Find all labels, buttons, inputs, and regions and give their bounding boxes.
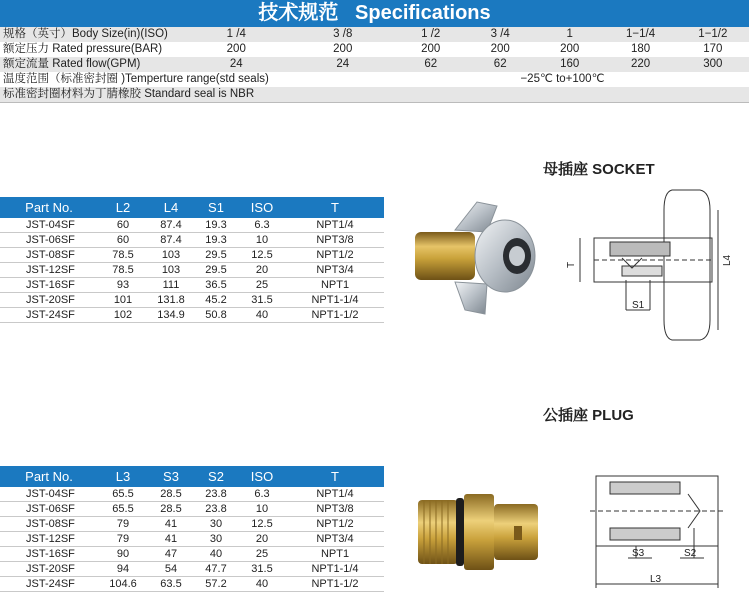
table-cell: 60: [98, 218, 148, 233]
spec-value: 160: [535, 57, 605, 72]
column-header: Part No.: [0, 197, 98, 218]
column-header: L4: [148, 197, 194, 218]
table-cell: 47.7: [194, 562, 238, 577]
table-cell: JST-24SF: [0, 577, 98, 592]
column-header: ISO: [238, 197, 286, 218]
table-row: [0, 517, 384, 532]
table-cell: 103: [148, 263, 194, 278]
table-cell: 87.4: [148, 233, 194, 248]
table-cell: 19.3: [194, 218, 238, 233]
table-cell: 31.5: [238, 562, 286, 577]
table-row: [0, 502, 384, 517]
table-cell: 111: [148, 278, 194, 293]
spec-value: 200: [183, 42, 290, 57]
plug-section-hatch: [610, 482, 680, 494]
table-cell: 79: [98, 517, 148, 532]
table-cell: 134.9: [148, 308, 194, 323]
table-cell: 31.5: [238, 293, 286, 308]
table-row: [0, 577, 384, 592]
table-cell: 20: [238, 532, 286, 547]
table-cell: NPT1/2: [286, 248, 384, 263]
table-cell: 103: [148, 248, 194, 263]
table-cell: JST-08SF: [0, 248, 98, 263]
table-cell: NPT1-1/2: [286, 308, 384, 323]
plug-hex-body: [464, 494, 494, 570]
table-cell: JST-20SF: [0, 562, 98, 577]
table-cell: 30: [194, 532, 238, 547]
table-cell: 45.2: [194, 293, 238, 308]
spec-value: 200: [465, 42, 534, 57]
table-cell: NPT1/4: [286, 487, 384, 502]
table-row: [0, 278, 384, 293]
table-cell: 12.5: [238, 248, 286, 263]
table-cell: 6.3: [238, 218, 286, 233]
spec-value: 200: [396, 42, 465, 57]
spec-label: 标准密封圈材料为丁腈橡胶 Standard seal is NBR: [0, 87, 749, 103]
socket-title: 母插座 SOCKET: [543, 161, 655, 178]
table-cell: 90: [98, 547, 148, 562]
table-cell: 41: [148, 532, 194, 547]
column-header: Part No.: [0, 466, 98, 487]
column-header: T: [286, 466, 384, 487]
table-cell: 6.3: [238, 487, 286, 502]
table-cell: 54: [148, 562, 194, 577]
table-cell: 29.5: [194, 248, 238, 263]
table-row: [0, 248, 384, 263]
specifications-banner: [0, 0, 749, 27]
table-row: [0, 263, 384, 278]
spec-value: 170: [677, 42, 749, 57]
spec-value: 180: [604, 42, 676, 57]
table-cell: 25: [238, 278, 286, 293]
spec-value: −25℃ to+100℃: [396, 72, 604, 87]
plug-table: [0, 466, 384, 592]
table-cell: 23.8: [194, 502, 238, 517]
spec-row-rated-pressure: [0, 42, 749, 57]
label-s1: S1: [632, 300, 645, 311]
spec-row-seal-note: [0, 87, 749, 103]
spec-value: 1−1/4: [604, 27, 676, 42]
table-cell: 47: [148, 547, 194, 562]
spec-value: 24: [290, 57, 397, 72]
spec-title-cn: 技术规范: [258, 2, 339, 24]
socket-table-header: [0, 197, 384, 218]
table-cell: 30: [194, 517, 238, 532]
table-cell: NPT3/8: [286, 233, 384, 248]
socket-brass-body: [415, 232, 475, 280]
socket-wing-outline: [664, 190, 710, 340]
spec-value: 62: [465, 57, 534, 72]
spec-value: 24: [183, 57, 290, 72]
table-cell: 41: [148, 517, 194, 532]
socket-section-hatch: [622, 266, 662, 276]
table-cell: 19.3: [194, 233, 238, 248]
plug-title: 公插座 PLUG: [543, 407, 634, 424]
table-cell: 102: [98, 308, 148, 323]
table-row: [0, 308, 384, 323]
table-cell: NPT1-1/4: [286, 562, 384, 577]
table-cell: 36.5: [194, 278, 238, 293]
spec-value: 1 /4: [183, 27, 290, 42]
table-row: [0, 218, 384, 233]
table-cell: 60: [98, 233, 148, 248]
table-cell: JST-04SF: [0, 487, 98, 502]
spec-value: 1: [535, 27, 605, 42]
table-cell: 131.8: [148, 293, 194, 308]
table-cell: 10: [238, 502, 286, 517]
table-row: [0, 532, 384, 547]
table-cell: 78.5: [98, 248, 148, 263]
table-cell: 10: [238, 233, 286, 248]
spec-row-body-size: [0, 27, 749, 42]
spec-value: 62: [396, 57, 465, 72]
table-row: [0, 547, 384, 562]
spec-row-rated-flow: [0, 57, 749, 72]
table-cell: 104.6: [98, 577, 148, 592]
table-cell: JST-24SF: [0, 308, 98, 323]
socket-section-hatch: [610, 242, 670, 256]
table-row: [0, 487, 384, 502]
table-cell: NPT3/8: [286, 502, 384, 517]
table-cell: 93: [98, 278, 148, 293]
table-cell: NPT1/4: [286, 218, 384, 233]
table-cell: JST-06SF: [0, 502, 98, 517]
table-cell: JST-12SF: [0, 263, 98, 278]
table-cell: 79: [98, 532, 148, 547]
column-header: S1: [194, 197, 238, 218]
spec-value: 200: [535, 42, 605, 57]
specifications-table: [0, 27, 749, 103]
table-cell: JST-08SF: [0, 517, 98, 532]
column-header: L3: [98, 466, 148, 487]
table-cell: NPT1-1/4: [286, 293, 384, 308]
plug-section-hatch: [610, 528, 680, 540]
spec-value: 300: [677, 57, 749, 72]
plug-o-ring: [456, 498, 464, 566]
table-cell: 65.5: [98, 487, 148, 502]
table-cell: JST-20SF: [0, 293, 98, 308]
table-cell: JST-16SF: [0, 278, 98, 293]
socket-wing-bottom: [455, 282, 487, 314]
spec-value: 3 /8: [290, 27, 397, 42]
table-cell: 87.4: [148, 218, 194, 233]
spec-value: 1 /2: [396, 27, 465, 42]
label-l3: L3: [650, 574, 662, 585]
label-t: T: [566, 261, 577, 268]
table-cell: JST-06SF: [0, 233, 98, 248]
spec-value: 3 /4: [465, 27, 534, 42]
socket-table: [0, 197, 384, 323]
socket-photo: [405, 196, 545, 324]
plug-photo: [410, 470, 550, 590]
table-cell: NPT1: [286, 278, 384, 293]
spec-row-temperature: [0, 72, 749, 87]
spec-value: 200: [290, 42, 397, 57]
spec-title-en: Specifications: [355, 2, 491, 24]
table-cell: JST-12SF: [0, 532, 98, 547]
table-cell: 40: [238, 577, 286, 592]
table-row: [0, 233, 384, 248]
table-cell: 101: [98, 293, 148, 308]
socket-drawing: [566, 180, 746, 350]
table-cell: NPT3/4: [286, 263, 384, 278]
table-cell: 65.5: [98, 502, 148, 517]
table-cell: 25: [238, 547, 286, 562]
table-cell: NPT1-1/2: [286, 577, 384, 592]
table-cell: NPT3/4: [286, 532, 384, 547]
spec-label: 额定压力 Rated pressure(BAR): [0, 42, 183, 57]
plug-drawing: [570, 466, 746, 596]
table-cell: 23.8: [194, 487, 238, 502]
column-header: S2: [194, 466, 238, 487]
table-cell: 20: [238, 263, 286, 278]
table-cell: 29.5: [194, 263, 238, 278]
table-cell: NPT1: [286, 547, 384, 562]
table-cell: 50.8: [194, 308, 238, 323]
table-cell: 63.5: [148, 577, 194, 592]
table-cell: 40: [238, 308, 286, 323]
table-cell: 28.5: [148, 502, 194, 517]
table-cell: 28.5: [148, 487, 194, 502]
table-cell: JST-16SF: [0, 547, 98, 562]
column-header: ISO: [238, 466, 286, 487]
column-header: S3: [148, 466, 194, 487]
spec-label: 温度范围（标准密封圈 )Temperture range(std seals): [0, 72, 396, 87]
table-cell: 78.5: [98, 263, 148, 278]
plug-hole: [514, 526, 522, 540]
table-cell: 12.5: [238, 517, 286, 532]
table-row: [0, 562, 384, 577]
label-s2: S2: [684, 548, 697, 559]
table-cell: JST-04SF: [0, 218, 98, 233]
plug-table-header: [0, 466, 384, 487]
table-cell: NPT1/2: [286, 517, 384, 532]
spec-label: 规格（英寸）Body Size(in)(ISO): [0, 27, 183, 42]
spec-label: 额定流量 Rated flow(GPM): [0, 57, 183, 72]
column-header: L2: [98, 197, 148, 218]
column-header: T: [286, 197, 384, 218]
spec-value: 220: [604, 57, 676, 72]
table-cell: 40: [194, 547, 238, 562]
socket-valve: [509, 246, 525, 266]
table-cell: 94: [98, 562, 148, 577]
table-cell: 57.2: [194, 577, 238, 592]
table-row: [0, 293, 384, 308]
label-l4: L4: [722, 254, 733, 266]
spec-value: 1−1/2: [677, 27, 749, 42]
label-s3: S3: [632, 548, 645, 559]
